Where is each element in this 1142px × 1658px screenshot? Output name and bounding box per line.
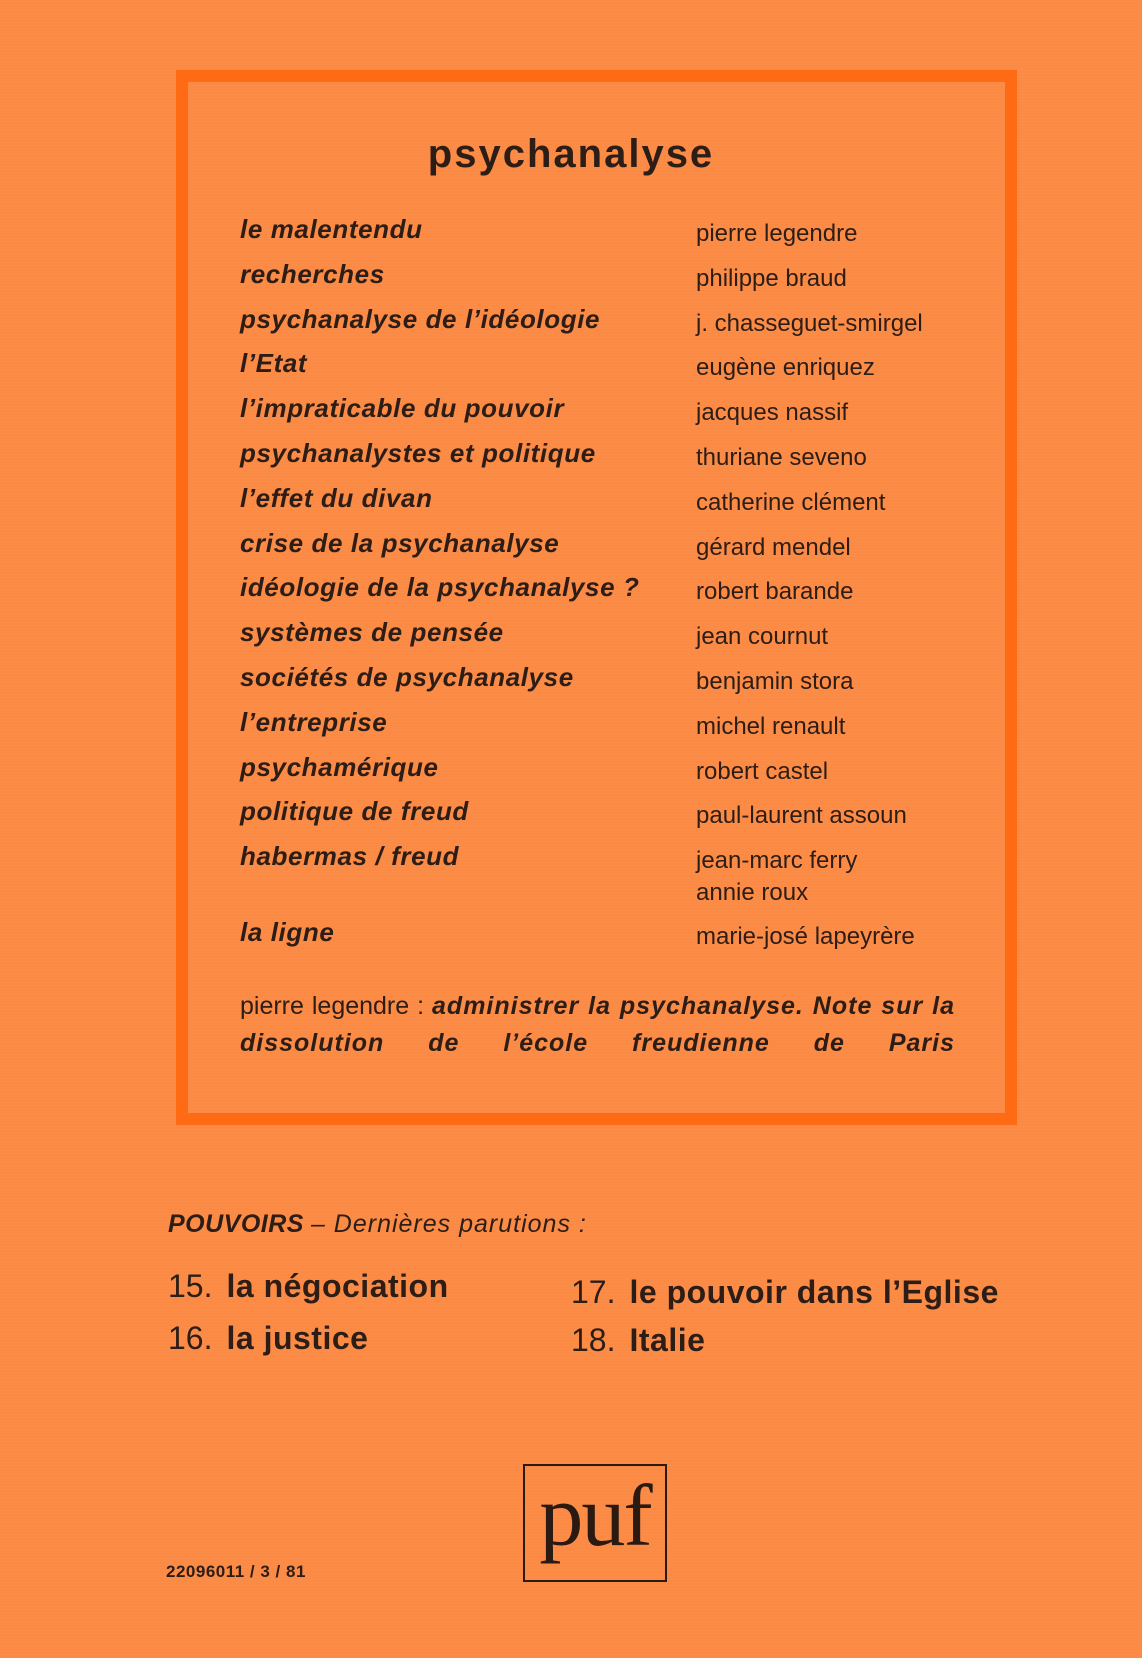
article-title: l’impraticable du pouvoir [240, 393, 565, 424]
article-row [240, 528, 980, 573]
issue-item [168, 1320, 368, 1357]
article-row [240, 304, 980, 349]
issue-number: 18. [571, 1322, 616, 1358]
article-author: philippe braud [696, 264, 847, 292]
article-authors [696, 845, 857, 909]
article-author: annie roux [696, 879, 809, 907]
article-row [240, 796, 980, 841]
series-heading [168, 1210, 587, 1239]
article-row [240, 438, 980, 483]
article-author: pierre legendre [696, 220, 858, 247]
article-author: paul-laurent assoun [696, 802, 907, 830]
closing-note [240, 988, 955, 1062]
article-title: recherches [240, 258, 385, 289]
article-title: sociétés de psychanalyse [240, 661, 574, 692]
article-row [240, 483, 980, 528]
article-row [240, 752, 980, 797]
series-brand: POUVOIRS [168, 1210, 304, 1238]
article-title: l’Etat [240, 348, 308, 379]
article-author: eugène enriquez [696, 354, 875, 382]
article-author: jean-marc ferry [696, 847, 858, 875]
article-title: la ligne [240, 917, 335, 948]
article-author: j. chasseguet-smirgel [696, 309, 923, 337]
article-author: catherine clément [696, 488, 886, 516]
dossier-title: psychanalyse [427, 132, 715, 176]
article-row [240, 393, 980, 438]
article-title: habermas / freud [240, 841, 460, 872]
article-author: marie-josé lapeyrère [696, 923, 915, 951]
article-author: jacques nassif [696, 399, 849, 427]
puf-logo-text: puf [539, 1468, 651, 1565]
article-title: psychamérique [240, 751, 439, 782]
issue-number: 16. [168, 1320, 213, 1356]
article-title: psychanalyse de l’idéologie [240, 303, 601, 334]
issue-item [571, 1274, 999, 1311]
note-author: pierre legendre : [240, 992, 425, 1020]
article-row [240, 707, 980, 752]
article-title: le malentendu [240, 214, 423, 244]
article-title: idéologie de la psychanalyse ? [240, 572, 640, 603]
article-row [240, 259, 980, 304]
article-author: jean cournut [696, 623, 829, 651]
article-row [240, 214, 980, 259]
article-row [240, 917, 980, 962]
article-author: robert castel [696, 757, 829, 785]
issue-item [571, 1322, 705, 1359]
article-author: gérard mendel [696, 533, 851, 561]
article-row [240, 348, 980, 393]
article-title: psychanalystes et politique [240, 437, 596, 468]
issue-item [168, 1268, 449, 1305]
series-subtitle: – Dernières parutions : [310, 1210, 587, 1238]
article-author: thuriane seveno [696, 443, 867, 471]
article-title: l’effet du divan [240, 482, 433, 513]
article-title: crise de la psychanalyse [240, 527, 560, 558]
issue-label: le pouvoir dans l’Eglise [629, 1274, 999, 1310]
article-row [240, 617, 980, 662]
article-row [240, 841, 980, 917]
issue-label: Italie [629, 1322, 706, 1358]
article-title: politique de freud [240, 796, 469, 827]
issue-label: la négociation [226, 1268, 449, 1304]
article-list [240, 214, 980, 962]
article-author: robert barande [696, 578, 854, 606]
issue-label: la justice [226, 1320, 369, 1356]
issue-number: 17. [571, 1274, 616, 1310]
puf-logo [523, 1464, 667, 1582]
article-author: benjamin stora [696, 667, 854, 695]
article-title: l’entreprise [240, 706, 388, 737]
article-title: systèmes de pensée [240, 617, 504, 648]
issue-number: 15. [168, 1268, 213, 1304]
article-row [240, 572, 980, 617]
article-row [240, 662, 980, 707]
article-author: michel renault [696, 712, 846, 740]
note-title: administrer la psychanalyse. Note sur la dissolution de l’école freudienne de Paris [240, 992, 955, 1057]
catalog-code: 22096011 / 3 / 81 [166, 1562, 306, 1581]
